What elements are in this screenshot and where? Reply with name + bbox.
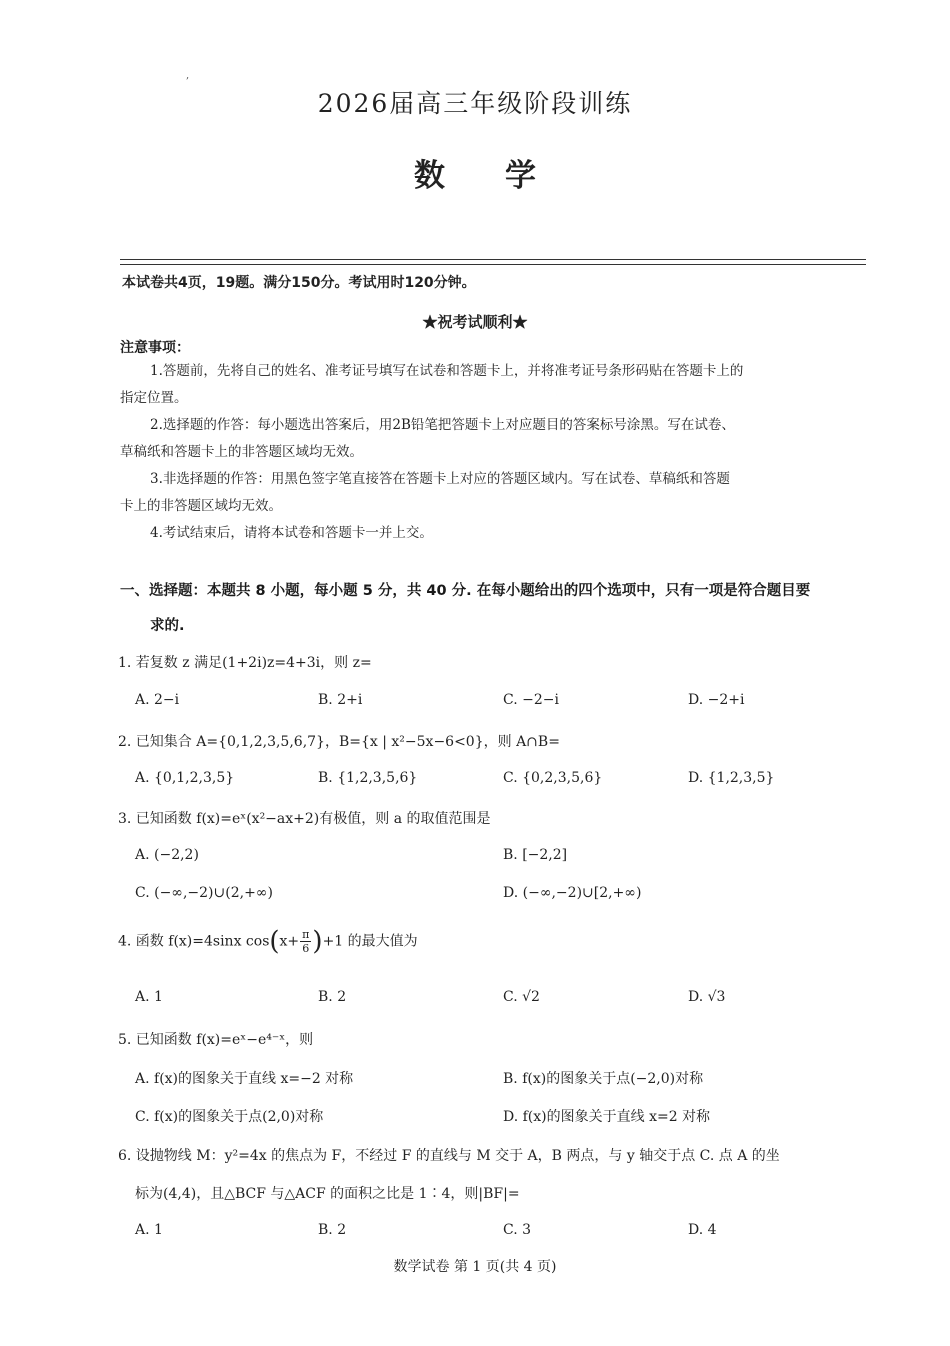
subject-title: 数学 <box>414 158 596 194</box>
question-6-option-b: B. 2 <box>318 1222 347 1238</box>
notice-heading: 注意事项： <box>120 340 190 356</box>
fraction-denominator: 6 <box>302 942 310 955</box>
exam-info: 本试卷共4页，19题。满分150分。考试用时120分钟。 <box>122 275 476 291</box>
question-2-option-b: B. {1,2,3,5,6} <box>318 770 418 786</box>
question-5-stem: 5. 已知函数 f(x)=eˣ−e⁴⁻ˣ，则 <box>118 1032 314 1048</box>
question-4-stem <box>118 928 418 955</box>
question-6-stem-line-2: 标为(4,4)，且△BCF 与△ACF 的面积之比是 1∶4，则|BF|= <box>135 1186 520 1202</box>
question-2-option-d: D. {1,2,3,5} <box>688 770 775 786</box>
notice-item-2-line-1: 2.选择题的作答：每小题选出答案后，用2B铅笔把答题卡上对应题目的答案标号涂黑。写在试卷、 <box>150 417 735 433</box>
page-footer: 数学试卷 第 1 页(共 4 页) <box>393 1259 557 1275</box>
notice-item-2-line-2: 草稿纸和答题卡上的非答题区域均无效。 <box>120 444 363 460</box>
notice-item-3-line-1: 3.非选择题的作答：用黑色签字笔直接答在答题卡上对应的答题区域内。写在试卷、草稿纸和答题 <box>150 471 730 487</box>
question-6-option-c: C. 3 <box>503 1222 532 1238</box>
question-5-option-d: D. f(x)的图象关于直线 x=2 对称 <box>503 1109 711 1125</box>
question-1-option-a: A. 2−i <box>135 692 180 708</box>
question-3-option-a: A. (−2,2) <box>135 847 199 863</box>
question-2-stem: 2. 已知集合 A={0,1,2,3,5,6,7}，B={x | x²−5x−6<0}，则 A∩B= <box>118 734 560 750</box>
question-2-option-c: C. {0,2,3,5,6} <box>503 770 603 786</box>
fraction-numerator: π <box>302 928 310 941</box>
section-heading-line-2: 求的. <box>150 618 185 634</box>
exam-title: 2026届高三年级阶段训练 <box>317 89 633 118</box>
notice-item-3-line-2: 卡上的非答题区域均无效。 <box>120 498 282 514</box>
question-5-option-b: B. f(x)的图象关于点(−2,0)对称 <box>503 1071 704 1087</box>
notice-item-4: 4.考试结束后，请将本试卷和答题卡一并上交。 <box>150 525 433 541</box>
question-6-stem-line-1: 6. 设抛物线 M：y²=4x 的焦点为 F，不经过 F 的直线与 M 交于 A，B 两点，与 y 轴交于点 C. 点 A 的坐 <box>118 1148 780 1164</box>
question-1-option-c: C. −2−i <box>503 692 559 708</box>
question-6-option-a: A. 1 <box>135 1222 163 1238</box>
question-1-option-d: D. −2+i <box>688 692 745 708</box>
question-3-stem: 3. 已知函数 f(x)=eˣ(x²−ax+2)有极值，则 a 的取值范围是 <box>118 811 491 827</box>
question-4-option-d: D. √3 <box>688 989 726 1005</box>
good-luck-banner: ★祝考试顺利★ <box>422 313 528 331</box>
right-paren-glyph: ) <box>312 926 323 957</box>
question-4-stem-x: x+ <box>279 933 300 950</box>
question-3-option-c: C. (−∞,−2)∪(2,+∞) <box>135 885 273 901</box>
question-2-option-a: A. {0,1,2,3,5} <box>135 770 235 786</box>
question-1-stem: 1. 若复数 z 满足(1+2i)z=4+3i，则 z= <box>118 655 372 671</box>
question-3-option-d: D. (−∞,−2)∪[2,+∞) <box>503 885 642 901</box>
header-rule-thick <box>120 259 866 260</box>
question-4-option-a: A. 1 <box>135 989 163 1005</box>
question-4-option-c: C. √2 <box>503 989 540 1005</box>
question-3-option-b: B. [−2,2] <box>503 847 568 863</box>
notice-item-1-line-2: 指定位置。 <box>120 390 188 406</box>
question-5-option-a: A. f(x)的图象关于直线 x=−2 对称 <box>135 1071 354 1087</box>
question-1-option-b: B. 2+i <box>318 692 363 708</box>
question-4-stem-post: +1 的最大值为 <box>322 933 418 950</box>
question-4-option-b: B. 2 <box>318 989 347 1005</box>
question-4-stem-pre: 4. 函数 f(x)=4sinx cos <box>118 933 270 950</box>
scan-mark: , <box>186 70 190 81</box>
question-5-option-c: C. f(x)的图象关于点(2,0)对称 <box>135 1109 324 1125</box>
header-rule-thin <box>120 264 866 265</box>
section-heading <box>120 574 870 644</box>
notice-list <box>120 358 866 547</box>
left-paren-glyph: ( <box>269 926 280 957</box>
notice-item-1-line-1: 1.答题前，先将自己的姓名、准考证号填写在试卷和答题卡上，并将准考证号条形码贴在答题卡上的 <box>150 363 744 379</box>
question-6-option-d: D. 4 <box>688 1222 717 1238</box>
pi-over-six-fraction <box>300 928 311 955</box>
section-heading-line-1: 一、选择题：本题共 8 小题，每小题 5 分，共 40 分. 在每小题给出的四个选项中，只有一项是符合题目要 <box>120 583 811 599</box>
